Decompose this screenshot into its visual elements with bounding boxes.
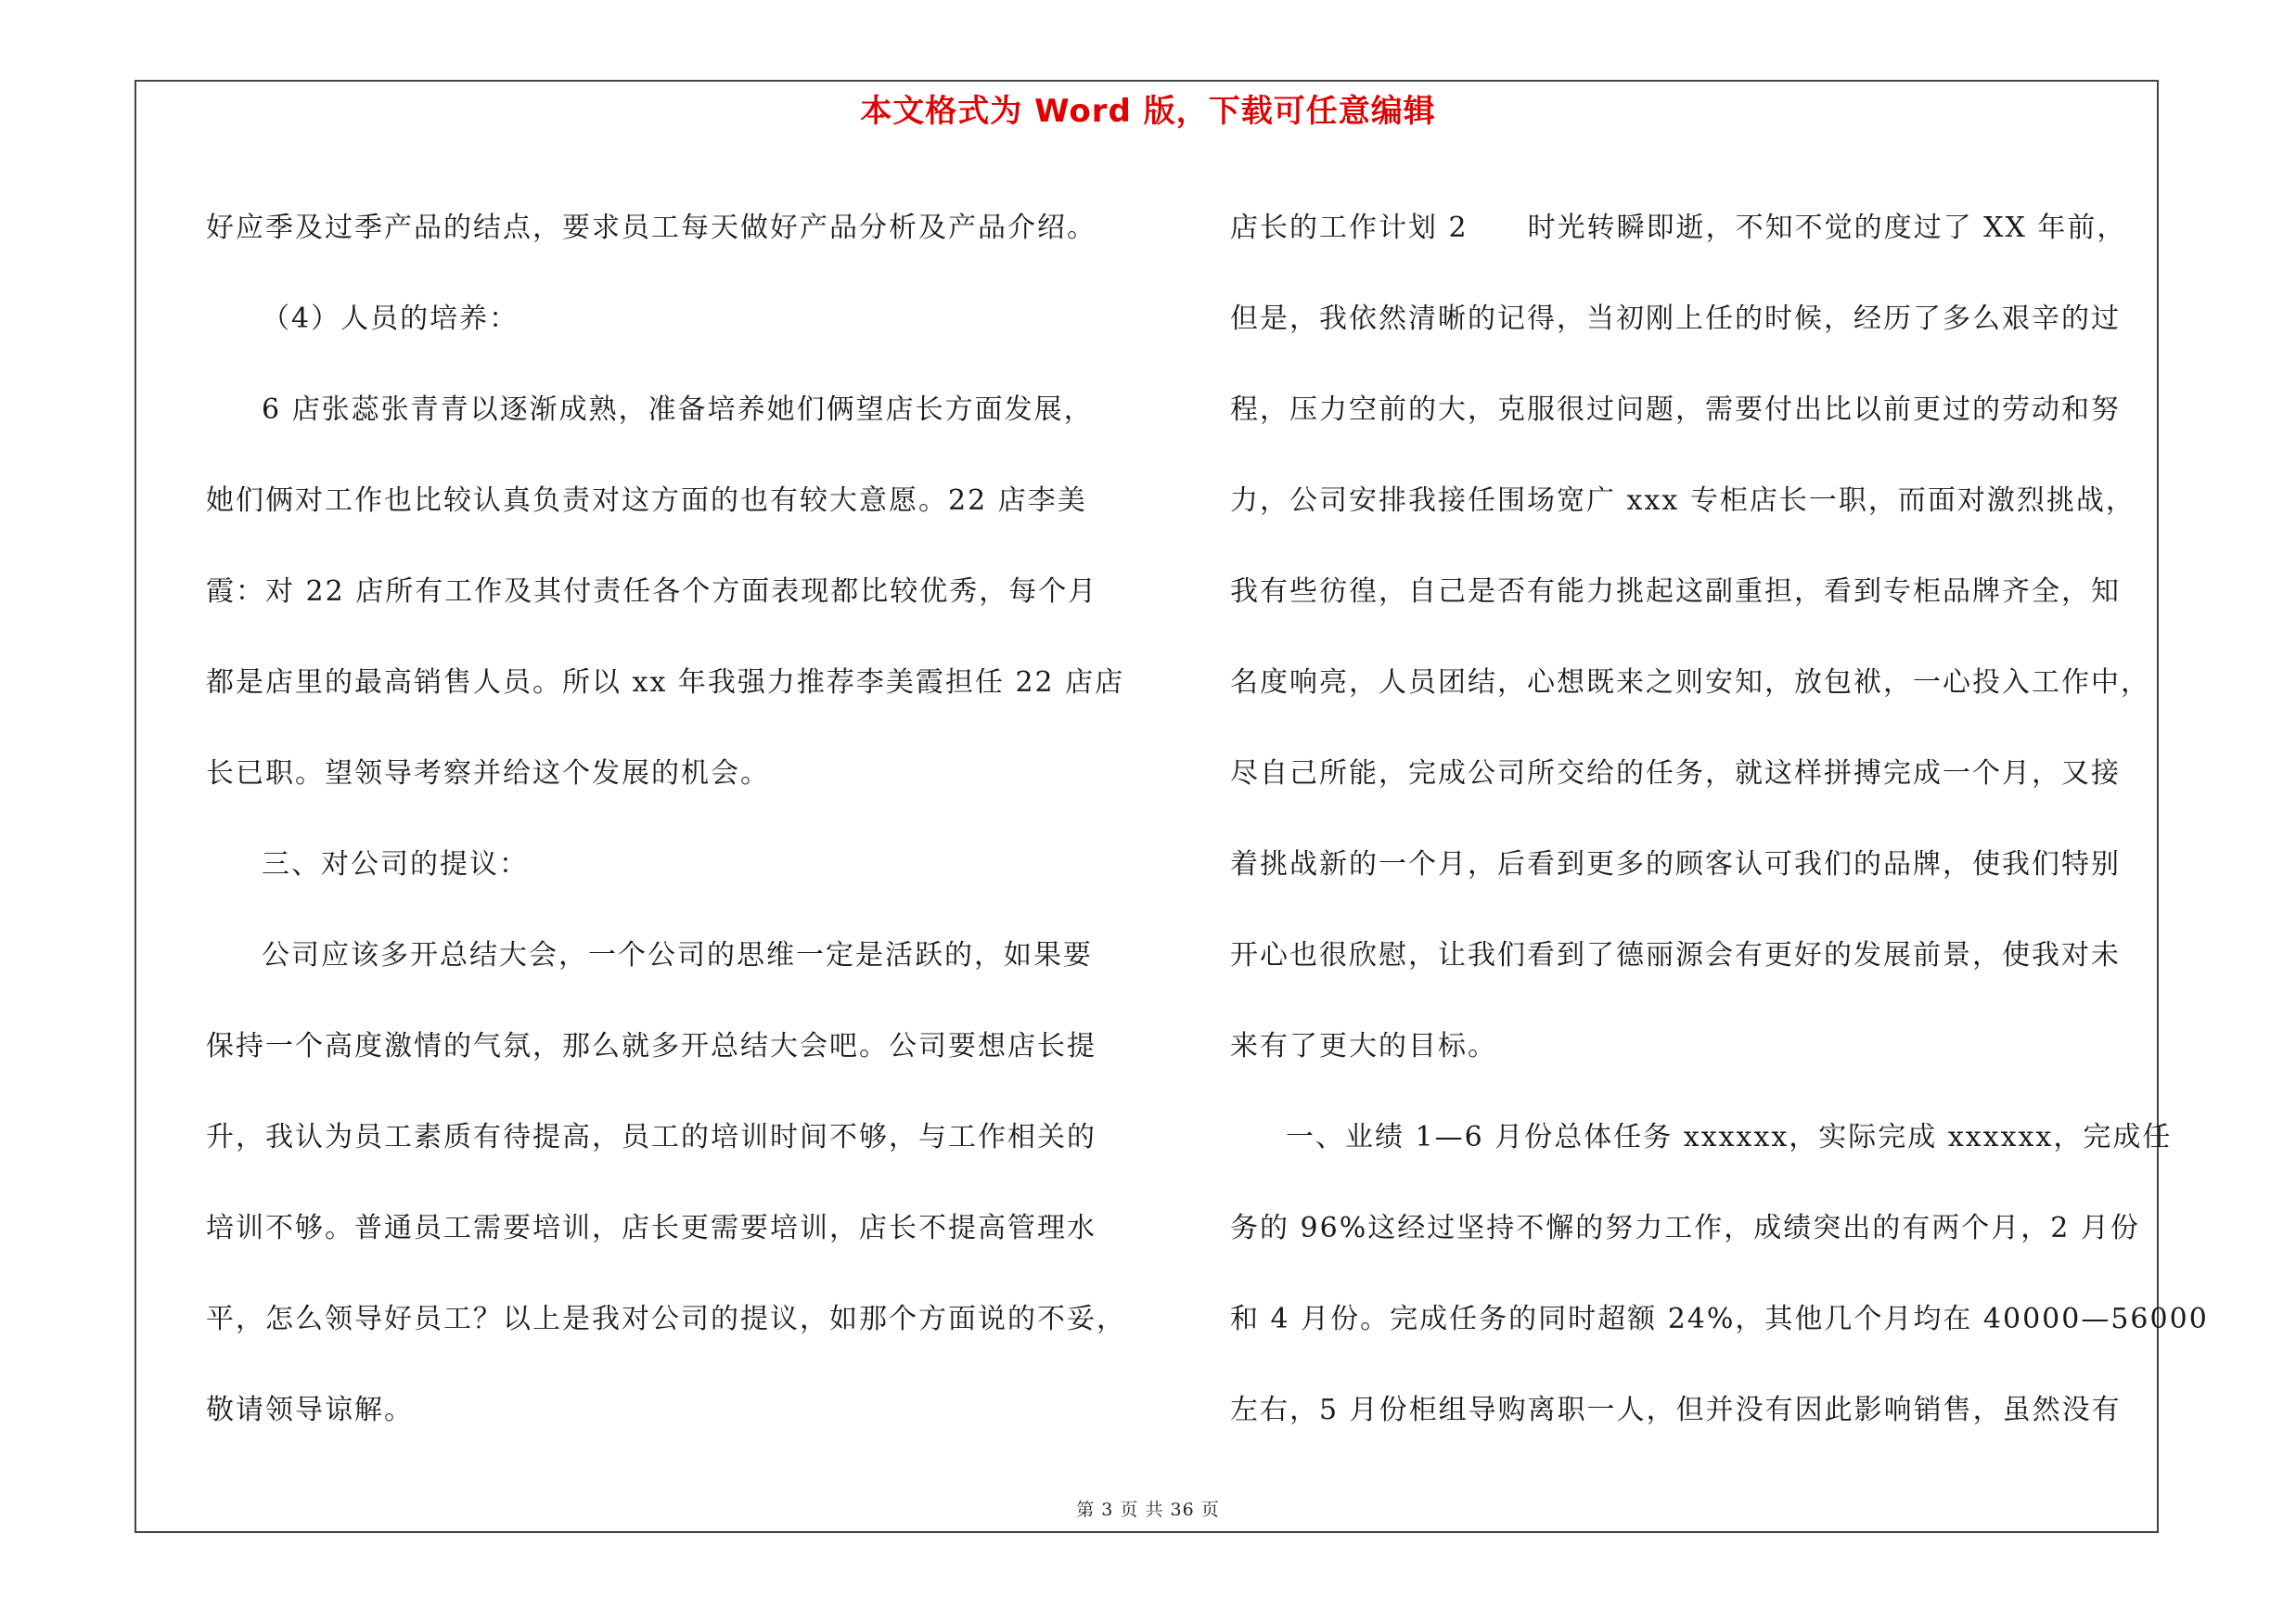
paragraph-line: 平，怎么领导好员工？以上是我对公司的提议，如那个方面说的不妥， — [206, 1303, 1126, 1335]
paragraph-line: 好应季及过季产品的结点，要求员工每天做好产品分析及产品介绍。 — [206, 212, 1097, 244]
paragraph-line: 保持一个高度激情的气氛，那么就多开总结大会吧。公司要想店长提 — [206, 1030, 1097, 1063]
paragraph-line: 都是店里的最高销售人员。所以 xx 年我强力推荐李美霞担任 22 店店 — [206, 666, 1125, 699]
paragraph-line: 务的 96%这经过坚持不懈的努力工作，成绩突出的有两个月，2 月份 — [1230, 1212, 2140, 1244]
paragraph-line: 尽自己所能，完成公司所交给的任务，就这样拼搏完成一个月，又接 — [1230, 757, 2121, 790]
paragraph-line: 培训不够。普通员工需要培训，店长更需要培训，店长不提高管理水 — [206, 1212, 1097, 1244]
paragraph-line: 她们俩对工作也比较认真负责对这方面的也有较大意愿。22 店李美 — [206, 484, 1087, 517]
paragraph-line: 名度响亮，人员团结，心想既来之则安知，放包袱，一心投入工作中， — [1230, 666, 2150, 699]
paragraph-line: 6 店张蕊张青青以逐渐成熟，准备培养她们俩望店长方面发展， — [262, 393, 1094, 426]
paragraph-line: 来有了更大的目标。 — [1230, 1030, 1497, 1063]
paragraph-line: 但是，我依然清晰的记得，当初刚上任的时候，经历了多么艰辛的过 — [1230, 303, 2121, 335]
paragraph-line: 开心也很欣慰，让我们看到了德丽源会有更好的发展前景，使我对未 — [1230, 939, 2121, 972]
paragraph-line: 公司应该多开总结大会，一个公司的思维一定是活跃的，如果要 — [262, 939, 1093, 972]
page-number-footer: 第 3 页 共 36 页 — [1076, 1500, 1220, 1520]
left-text-column — [206, 183, 1148, 1456]
paragraph-line: 着挑战新的一个月，后看到更多的顾客认可我们的品牌，使我们特别 — [1230, 848, 2121, 881]
paragraph-line: 左右，5 月份柜组导购离职一人，但并没有因此影响销售，虽然没有 — [1230, 1394, 2122, 1426]
paragraph-line: 力，公司安排我接任围场宽广 xxx 专柜店长一职，而面对激烈挑战， — [1230, 484, 2136, 517]
paragraph-line: 我有些彷徨，自己是否有能力挑起这副重担，看到专柜品牌齐全，知 — [1230, 575, 2121, 608]
section-heading: （4）人员的培养： — [262, 303, 519, 335]
section-heading: 三、对公司的提议： — [262, 848, 529, 881]
right-text-column — [1230, 183, 2209, 1456]
paragraph-line: 一、业绩 1—6 月份总体任务 xxxxxx，实际完成 xxxxxx，完成任 — [1286, 1121, 2173, 1153]
paragraph-line: 升，我认为员工素质有待提高，员工的培训时间不够，与工作相关的 — [206, 1121, 1097, 1153]
paragraph-line: 霞：对 22 店所有工作及其付责任各个方面表现都比较优秀，每个月 — [206, 575, 1098, 608]
paragraph-line: 长已职。望领导考察并给这个发展的机会。 — [206, 757, 770, 790]
document-banner: 本文格式为 Word 版，下载可任意编辑 — [860, 93, 1436, 130]
paragraph-line: 店长的工作计划 2 时光转瞬即逝，不知不觉的度过了 XX 年前， — [1230, 212, 2127, 244]
paragraph-line: 程，压力空前的大，克服很过问题，需要付出比以前更过的劳动和努 — [1230, 393, 2121, 426]
paragraph-line: 和 4 月份。完成任务的同时超额 24%，其他几个月均在 40000—56000 — [1230, 1303, 2209, 1335]
paragraph-line: 敬请领导谅解。 — [206, 1394, 414, 1426]
